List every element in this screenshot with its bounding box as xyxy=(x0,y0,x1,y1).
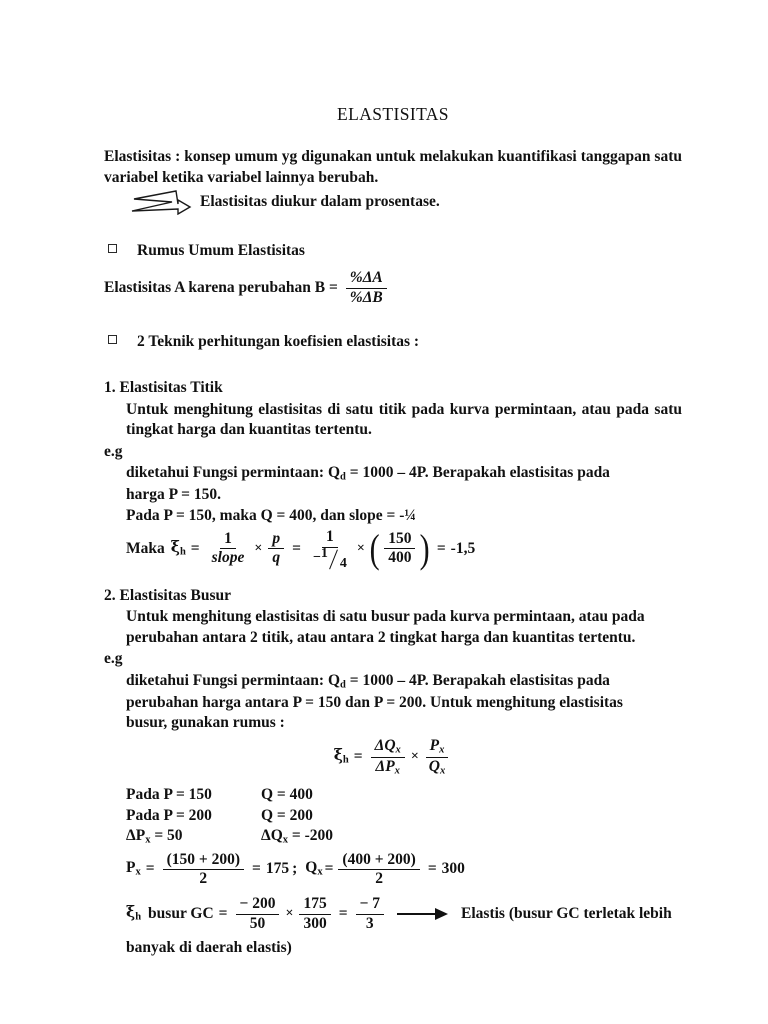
bullet-rumus-umum xyxy=(104,241,682,261)
document-content xyxy=(104,104,682,958)
frac3-denominator xyxy=(309,546,351,572)
final-frac3-numerator: − 7 xyxy=(356,896,384,914)
qx-equals: = xyxy=(324,860,334,878)
final-label: busur GC xyxy=(148,904,214,922)
px-equals: = xyxy=(145,860,155,878)
arc-frac1-denominator: $\Delta P_x$ xyxy=(375,757,400,777)
table-row xyxy=(104,785,682,805)
right-arrow-icon xyxy=(397,908,451,920)
technique-point-example-line1 xyxy=(104,463,682,485)
equals-2: = xyxy=(292,539,301,557)
arc-elasticity-formula xyxy=(104,738,682,776)
xi-symbol: $\xi_h$ xyxy=(170,537,186,558)
final-frac3-denominator: 3 xyxy=(365,914,374,932)
frac3-numerator: 1 xyxy=(322,529,338,547)
frac2-denominator: q xyxy=(272,549,281,567)
px-equals-2: = xyxy=(251,860,261,878)
multiply-1: × xyxy=(254,540,263,556)
square-bullet-icon xyxy=(108,244,117,253)
arc-example-subscript: d xyxy=(340,679,346,691)
intro-paragraph: Elastisitas : konsep umum yg digunakan untuk melakukan kuantifikasi tanggapan satu variabel ketika variabel lainnya berubah. xyxy=(104,148,682,186)
frac3-den-num: 1 xyxy=(320,546,328,562)
general-formula-lead: Elastisitas A karena perubahan B = xyxy=(104,278,338,296)
conclusion-line2: banyak di daerah elastis) xyxy=(126,938,292,956)
equation-lead: Maka xyxy=(126,539,165,557)
technique-arc-heading: 2. Elastisitas Busur xyxy=(104,586,232,604)
qx-label: $Q_x$ xyxy=(305,859,323,878)
square-bullet-icon xyxy=(108,335,117,344)
xi-subscript: h xyxy=(179,546,186,558)
point-elasticity-result: -1,5 xyxy=(450,539,476,557)
multiply-2: × xyxy=(356,540,365,556)
table-cell-left: Pada P = 150 xyxy=(126,786,212,804)
frac4-numerator: 150 xyxy=(384,531,415,549)
callout-text: Elastisitas diukur dalam prosentase. xyxy=(200,193,440,211)
technique-arc-eg-label: e.g xyxy=(104,650,123,668)
qx-value: 300 xyxy=(441,860,465,878)
technique-arc-description-line2: perubahan antara 2 titik, atau antara 2 tingkat harga dan kuantitas tertentu. xyxy=(126,628,636,646)
frac4-denominator: 400 xyxy=(388,549,412,567)
technique-arc-description-line1: Untuk menghitung elastisitas di satu busur pada kurva permintaan, atau pada xyxy=(126,608,645,626)
midpoint-separator: ; xyxy=(292,860,298,878)
technique-point-given: Pada P = 150, maka Q = 400, dan slope = -¼ xyxy=(126,506,417,524)
arc-xi-subscript: h xyxy=(342,755,349,767)
frac1-denominator: slope xyxy=(211,549,245,567)
fraction-150-over-400 xyxy=(384,531,415,567)
general-formula xyxy=(104,270,682,306)
bullet-teknik xyxy=(104,332,682,352)
qx-fraction xyxy=(338,852,419,888)
technique-arc-example-line2: perubahan harga antara P = 150 dan P = 200. Untuk menghitung elastisitas xyxy=(126,693,623,711)
arc-frac2-numerator: $P_x$ xyxy=(426,738,449,758)
fraction-neg200-over-50 xyxy=(236,896,280,932)
fraction-one-over-neg-quarter xyxy=(309,528,351,572)
technique-point-heading: 1. Elastisitas Titik xyxy=(104,379,223,397)
fraction-p-over-q xyxy=(268,531,284,567)
final-frac2-denominator: 300 xyxy=(303,914,327,932)
frac3-den-den: 4 xyxy=(339,556,347,572)
arc-example-text-a: diketahui Fungsi permintaan: Q xyxy=(126,672,341,690)
general-formula-denominator: %ΔB xyxy=(349,288,383,306)
point-elasticity-equation xyxy=(104,525,682,572)
general-formula-numerator: %ΔA xyxy=(346,270,387,288)
final-arc-equation xyxy=(104,896,682,932)
final-frac2-numerator: 175 xyxy=(299,896,330,914)
right-paren: ) xyxy=(420,525,431,571)
arc-frac1-numerator: $\Delta Q_x$ xyxy=(371,738,405,758)
px-value: 175 xyxy=(265,860,290,878)
equals-1: = xyxy=(190,539,200,557)
final-xi-symbol: $\xi_h$ xyxy=(126,902,142,923)
table-cell-left: Pada P = 200 xyxy=(126,806,212,824)
table-cell-right: Q = 400 xyxy=(261,786,313,804)
page-title: ELASTISITAS xyxy=(337,104,449,124)
callout-row xyxy=(104,189,682,215)
final-frac1-numerator: − 200 xyxy=(236,896,280,914)
delta-p-cell: $\Delta P_x = 50$ xyxy=(126,827,183,846)
final-equals-1: = xyxy=(218,904,228,922)
example-subscript: d xyxy=(340,472,346,484)
fraction-px-over-qx xyxy=(425,738,449,776)
arc-multiply: × xyxy=(410,748,419,764)
qx-equals-2: = xyxy=(427,860,437,878)
arc-equals: = xyxy=(353,747,363,765)
final-equals-2: = xyxy=(338,904,348,922)
midpoint-equations xyxy=(104,852,682,888)
frac2-numerator: p xyxy=(268,531,284,549)
final-frac1-denominator: 50 xyxy=(249,914,266,932)
table-row xyxy=(104,806,682,826)
example-text-a: diketahui Fungsi permintaan: Q xyxy=(126,464,341,482)
fraction-dq-over-dp xyxy=(371,738,405,776)
technique-point-eg-label: e.g xyxy=(104,442,123,460)
final-multiply: × xyxy=(285,905,294,921)
conclusion-line1: Elastis (busur GC terletak lebih xyxy=(461,904,672,922)
fraction-175-over-300 xyxy=(299,896,330,932)
technique-point-description: Untuk menghitung elastisitas di satu titik pada kurva permintaan, atau pada satu tingkat harga dan kuantitas tertentu. xyxy=(126,400,682,439)
px-label: $P_x$ xyxy=(126,859,141,878)
general-formula-fraction xyxy=(346,270,387,306)
bullet-teknik-label: 2 Teknik perhitungan koefisien elastisitas : xyxy=(137,332,420,350)
technique-point-example-line2: harga P = 150. xyxy=(126,486,221,504)
delta-row xyxy=(104,826,682,848)
px-fraction xyxy=(163,852,244,888)
arc-frac2-denominator: $Q_x$ xyxy=(428,757,446,777)
example-text-b: = 1000 – 4P. Berapakah elastisitas pada xyxy=(345,464,610,482)
frac1-numerator: 1 xyxy=(220,531,236,549)
frac3-sign: − xyxy=(312,550,321,566)
slash-icon xyxy=(328,549,340,569)
technique-arc-example-line3: busur, gunakan rumus : xyxy=(126,714,285,732)
bullet-rumus-umum-label: Rumus Umum Elastisitas xyxy=(137,242,305,260)
px-numerator: (150 + 200) xyxy=(163,852,244,870)
table-cell-right: Q = 200 xyxy=(261,806,313,824)
technique-arc-example-line1 xyxy=(104,671,682,693)
px-denominator: 2 xyxy=(199,869,208,887)
equals-3: = xyxy=(436,539,446,557)
left-paren: ( xyxy=(369,525,380,571)
qx-numerator: (400 + 200) xyxy=(338,852,419,870)
fraction-neg7-over-3 xyxy=(356,896,384,932)
qx-denominator: 2 xyxy=(375,869,383,887)
delta-q-cell: $\Delta Q_x = -200$ xyxy=(261,827,334,846)
fraction-one-over-slope xyxy=(208,531,249,567)
arc-example-text-b: = 1000 – 4P. Berapakah elastisitas pada xyxy=(345,672,610,690)
arc-xi-symbol: $\xi_h$ xyxy=(333,745,349,767)
zigzag-arrow-right-icon xyxy=(126,189,194,215)
